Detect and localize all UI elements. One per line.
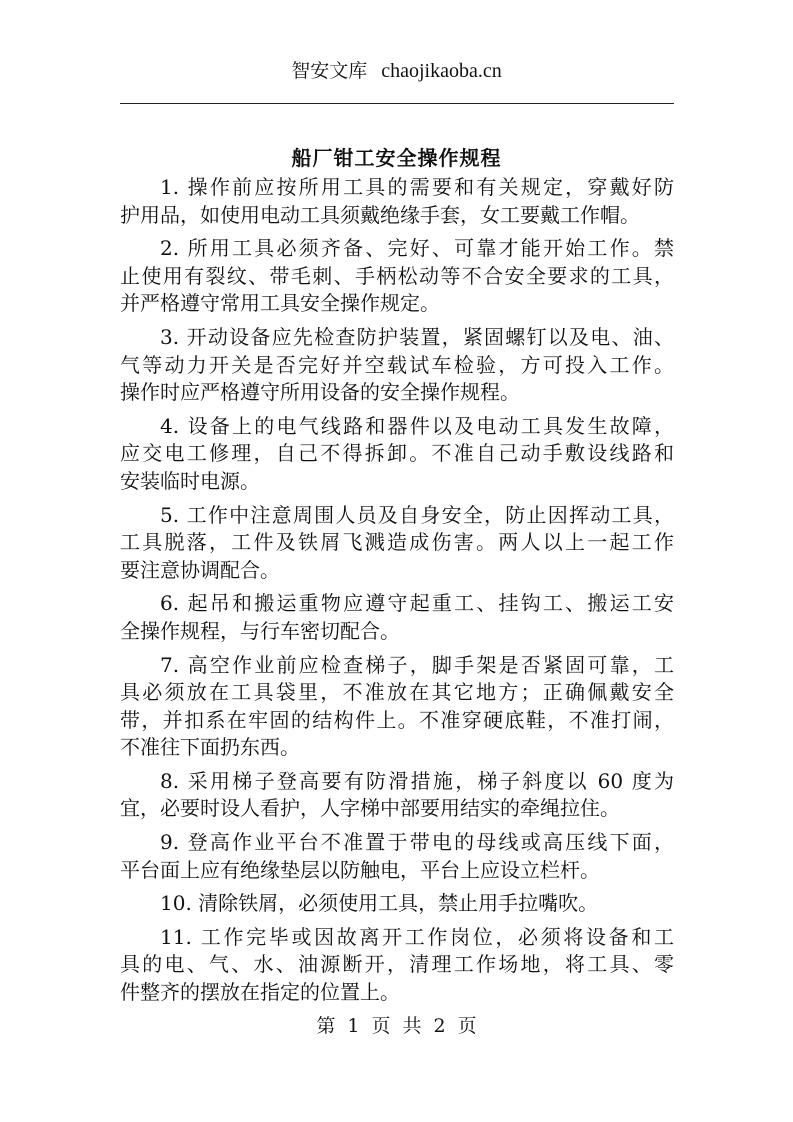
paragraph-line: 3. 开动设备应先检查防护装置，紧固螺钉以及电、油、 bbox=[160, 324, 674, 349]
paragraph-9 bbox=[120, 829, 674, 884]
paragraph-7 bbox=[120, 652, 674, 762]
paragraph-4 bbox=[120, 413, 674, 496]
paragraph-line: 7. 高空作业前应检查梯子，脚手架是否紧固可靠，工 bbox=[160, 652, 674, 677]
paragraph-line: 带，并扣系在牢固的结构件上。不准穿硬底鞋，不准打闹， bbox=[120, 707, 674, 732]
paragraph-line: 并严格遵守常用工具安全操作规定。 bbox=[120, 291, 440, 316]
paragraph-11 bbox=[120, 924, 674, 1007]
paragraph-line: 气等动力开关是否完好并空载试车检验，方可投入工作。 bbox=[120, 352, 674, 377]
paragraph-10 bbox=[120, 890, 674, 918]
paragraph-line: 工具脱落，工件及铁屑飞溅造成伤害。两人以上一起工作 bbox=[120, 530, 674, 555]
paragraph-line: 2. 所用工具必须齐备、完好、可靠才能开始工作。禁 bbox=[160, 236, 674, 261]
paragraph-5 bbox=[120, 502, 674, 585]
paragraph-line: 8. 采用梯子登高要有防滑措施，梯子斜度以 60 度为 bbox=[160, 768, 674, 793]
document-body bbox=[120, 174, 674, 1013]
paragraph-line: 安装临时电源。 bbox=[120, 468, 260, 493]
paragraph-line: 要注意协调配合。 bbox=[120, 557, 280, 582]
header-site: chaojikaoba.cn bbox=[381, 60, 502, 82]
paragraph-line: 4. 设备上的电气线路和器件以及电动工具发生故障， bbox=[160, 413, 674, 438]
page-footer: 第 1 页 共 2 页 bbox=[316, 1015, 477, 1037]
paragraph-line: 1. 操作前应按所用工具的需要和有关规定，穿戴好防 bbox=[160, 175, 674, 199]
paragraph-8 bbox=[120, 768, 674, 823]
paragraph-line: 5. 工作中注意周围人员及自身安全，防止因挥动工具， bbox=[160, 502, 674, 527]
paragraph-line: 10. 清除铁屑，必须使用工具，禁止用手拉嘴吹。 bbox=[160, 891, 599, 916]
paragraph-line: 9. 登高作业平台不准置于带电的母线或高压线下面， bbox=[160, 830, 674, 855]
paragraph-line: 件整齐的摆放在指定的位置上。 bbox=[120, 980, 400, 1005]
paragraph-line: 11. 工作完毕或因故离开工作岗位，必须将设备和工 bbox=[160, 924, 674, 949]
page-header bbox=[0, 56, 793, 83]
paragraph-line: 全操作规程，与行车密切配合。 bbox=[120, 618, 400, 643]
paragraph-line: 止使用有裂纹、带毛刺、手柄松动等不合安全要求的工具， bbox=[120, 263, 674, 288]
paragraph-line: 具的电、气、水、油源断开，清理工作场地，将工具、零 bbox=[120, 952, 674, 977]
paragraph-line: 6. 起吊和搬运重物应遵守起重工、挂钩工、搬运工安 bbox=[160, 591, 674, 616]
paragraph-line: 应交电工修理，自己不得拆卸。不准自己动手敷设线路和 bbox=[120, 441, 674, 466]
paragraph-3 bbox=[120, 324, 674, 407]
document-title: 船厂钳工安全操作规程 bbox=[291, 146, 502, 170]
paragraph-line: 不准往下面扔东西。 bbox=[120, 735, 300, 760]
paragraph-line: 护用品，如使用电动工具须戴绝缘手套，女工要戴工作帽。 bbox=[120, 202, 640, 227]
paragraph-2 bbox=[120, 235, 674, 318]
paragraph-line: 具必须放在工具袋里，不准放在其它地方；正确佩戴安全 bbox=[120, 680, 674, 705]
paragraph-6 bbox=[120, 590, 674, 645]
header-rule bbox=[120, 103, 674, 104]
paragraph-1 bbox=[120, 174, 674, 229]
paragraph-line: 平台面上应有绝缘垫层以防触电，平台上应设立栏杆。 bbox=[120, 857, 600, 882]
header-brand: 智安文库 bbox=[291, 60, 368, 82]
paragraph-line: 宜，必要时设人看护，人字梯中部要用结实的牵绳拉住。 bbox=[120, 796, 620, 821]
paragraph-line: 操作时应严格遵守所用设备的安全操作规程。 bbox=[120, 380, 520, 405]
